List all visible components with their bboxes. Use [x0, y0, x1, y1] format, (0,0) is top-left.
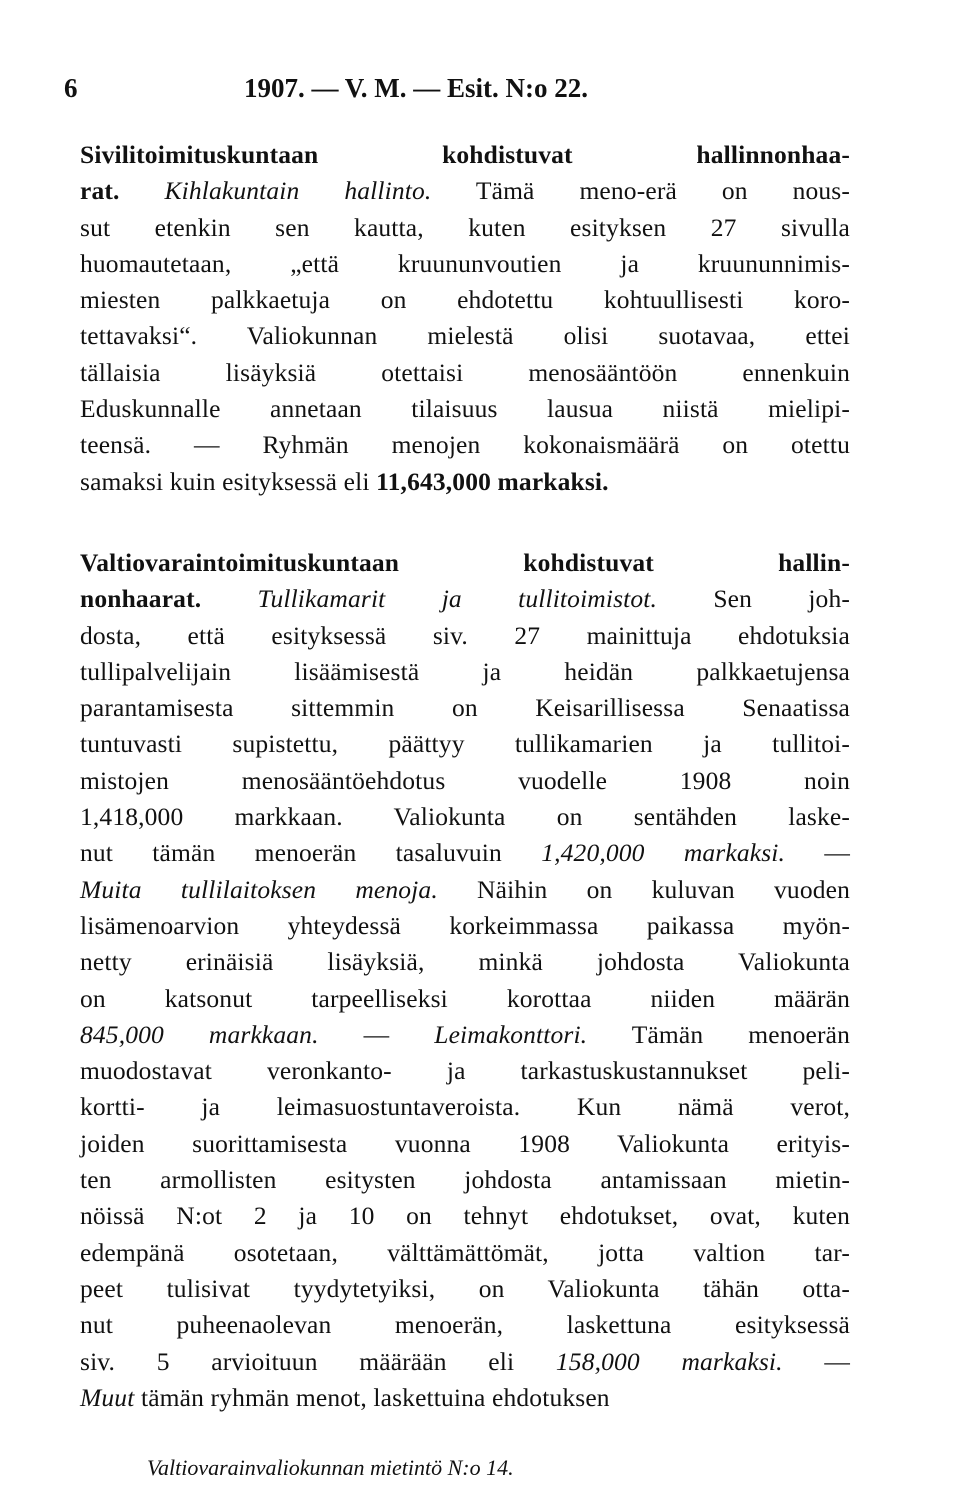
text-line — [80, 464, 850, 500]
text-run: lisämenoarvion yhteydessä korkeimmassa paikassa myön- — [80, 910, 850, 940]
text-line — [80, 1017, 850, 1053]
text-run: miesten palkkaetuja on ehdotettu kohtuullisesti koro- — [80, 285, 850, 315]
italic-run: Tullikamarit ja tullitoimistot. — [257, 584, 658, 614]
text-run: on katsonut tarpeelliseksi korottaa niiden määrän — [80, 983, 850, 1013]
text-run: Eduskunnalle annetaan tilaisuus lausua niistä mielipi- — [80, 394, 850, 424]
text-line — [80, 1053, 850, 1089]
text-line — [80, 1126, 850, 1162]
text-line — [80, 282, 850, 318]
text-line — [80, 981, 850, 1017]
text-run: nöissä N:ot 2 ja 10 on tehnyt ehdotukset, ovat, kuten — [80, 1201, 850, 1231]
text-run: netty erinäisiä lisäyksiä, minkä johdosta Valiokunta — [80, 947, 850, 977]
text-line — [80, 318, 850, 354]
text-run: edempänä osotetaan, välttämättömät, jotta valtion tar- — [80, 1237, 850, 1267]
text-line — [80, 173, 850, 209]
text-line — [80, 944, 850, 980]
text-run: — — [785, 838, 850, 868]
text-run: tuntuvasti supistettu, päättyy tullikamarien ja tullitoi- — [80, 729, 850, 759]
text-line — [80, 581, 850, 617]
text-line — [80, 391, 850, 427]
text-run: nut puheenaolevan menoerän, laskettuna esityksessä — [80, 1310, 850, 1340]
text-run: dosta, että esityksessä siv. 27 mainittuja ehdotuksia — [80, 620, 850, 650]
text-line — [80, 1271, 850, 1307]
page-number: 6 — [64, 73, 78, 103]
text-run: samaksi kuin esityksessä eli — [80, 466, 377, 496]
text-run: tettavaksi“. Valiokunnan mielestä olisi suotavaa, ettei — [80, 321, 850, 351]
text-run: mistojen menosääntöehdotus vuodelle 1908 noin — [80, 765, 850, 795]
italic-run: 845,000 markkaan. — [80, 1019, 319, 1049]
text-line — [80, 210, 850, 246]
text-run: joiden suorittamisesta vuonna 1908 Valiokunta erityis- — [80, 1128, 850, 1158]
text-run: ten armollisten esitysten johdosta antamissaan mietin- — [80, 1165, 850, 1195]
text-run: — — [782, 1346, 850, 1376]
text-line — [80, 1344, 850, 1380]
text-run: nut tämän menoerän tasaluvuin — [80, 838, 542, 868]
text-line — [80, 1380, 850, 1416]
text-line — [80, 355, 850, 391]
text-run: Tämän menoerän — [587, 1019, 850, 1049]
text-run: tämän ryhmän menot, laskettuina ehdotuksen — [134, 1382, 610, 1412]
text-run: parantamisesta sittemmin on Keisarillisessa Senaatissa — [80, 693, 850, 723]
text-run: Sen joh- — [657, 584, 850, 614]
text-line — [80, 654, 850, 690]
text-run: 1,418,000 markkaan. Valiokunta on sentähden laske- — [80, 802, 850, 832]
text-line — [80, 545, 850, 581]
section-finance-administration — [80, 545, 850, 1416]
text-line — [80, 1089, 850, 1125]
italic-run: Leimakonttori. — [434, 1019, 588, 1049]
bold-run: Sivilitoimituskuntaan kohdistuvat hallinnonhaa- — [80, 140, 850, 169]
text-line — [80, 1198, 850, 1234]
bold-run: 11,643,000 markaksi. — [376, 466, 609, 496]
text-run: tällaisia lisäyksiä otettaisi menosääntöön ennenkuin — [80, 357, 850, 387]
text-run: muodostavat veronkanto- ja tarkastuskustannukset peli- — [80, 1056, 850, 1086]
section-civil-administration — [80, 137, 850, 500]
text-run: huomautetaan, „että kruununvoutien ja kruununnimis- — [80, 248, 850, 278]
italic-run: 158,000 markaksi. — [555, 1346, 783, 1376]
bold-run: nonhaarat. — [80, 584, 202, 614]
text-run — [201, 584, 257, 613]
italic-run: Muut — [80, 1382, 135, 1412]
text-run: siv. 5 arvioituun määrään eli — [80, 1346, 556, 1376]
text-run: — — [318, 1019, 435, 1049]
text-line — [80, 618, 850, 654]
text-line — [80, 1235, 850, 1271]
text-run: tullipalvelijain lisäämisestä ja heidän palkkaetujensa — [80, 656, 850, 686]
text-line — [80, 427, 850, 463]
text-line — [80, 1307, 850, 1343]
text-run: peet tulisivat tyydytetyiksi, on Valiokunta tähän otta- — [80, 1273, 850, 1303]
running-title: 1907. — V. M. — Esit. N:o 22. — [244, 73, 589, 103]
text-run: Näihin on kuluvan vuoden — [437, 874, 850, 904]
text-line — [80, 835, 850, 871]
text-line — [80, 799, 850, 835]
text-run: Tämä meno-erä on nous- — [431, 176, 850, 206]
text-line — [80, 872, 850, 908]
italic-run: 1,420,000 markaksi. — [541, 838, 786, 868]
page-header — [64, 68, 704, 108]
text-line — [80, 726, 850, 762]
footer-report-title: Valtiovarainvaliokunnan mietintö N:o 14. — [147, 1455, 514, 1480]
text-line — [80, 690, 850, 726]
text-run — [120, 176, 165, 205]
text-line — [80, 1162, 850, 1198]
text-run: kortti- ja leimasuostuntaveroista. Kun nämä verot, — [80, 1092, 850, 1122]
italic-run: Kihlakuntain hallinto. — [164, 176, 432, 206]
text-line — [80, 137, 850, 173]
text-line — [80, 763, 850, 799]
text-line — [80, 246, 850, 282]
bold-run: rat. — [80, 176, 120, 206]
text-line — [80, 908, 850, 944]
italic-run: Muita tullilaitoksen menoja. — [80, 874, 438, 904]
text-run: teensä. — Ryhmän menojen kokonaismäärä on otettu — [80, 430, 850, 460]
bold-run: Valtiovaraintoimituskuntaan kohdistuvat hallin- — [80, 548, 850, 577]
text-run: sut etenkin sen kautta, kuten esityksen 27 sivulla — [80, 212, 850, 242]
